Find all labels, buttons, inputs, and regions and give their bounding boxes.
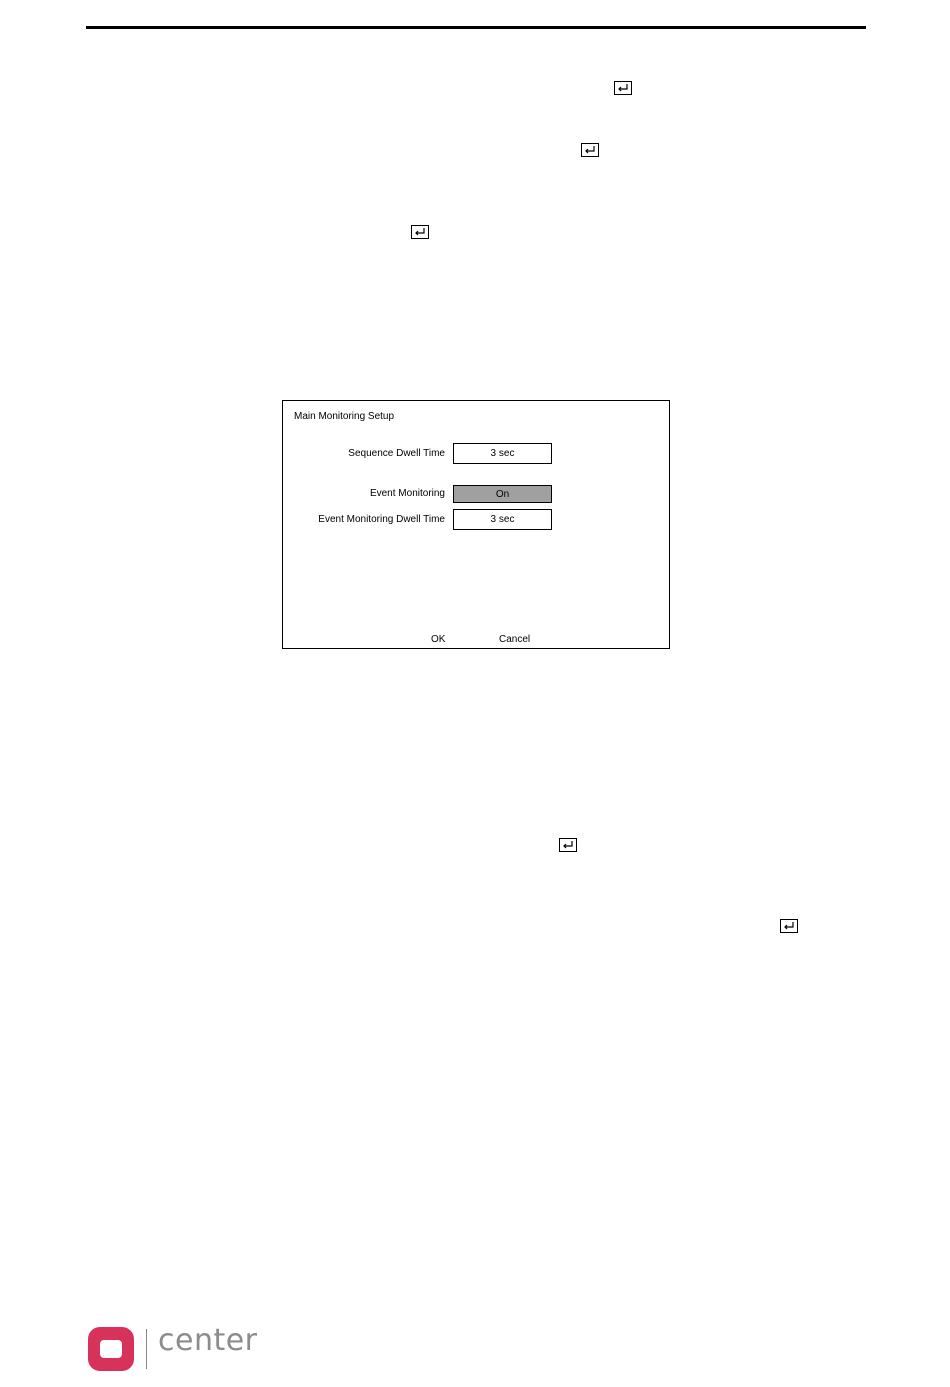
dialog-title: Main Monitoring Setup (294, 411, 395, 422)
enter-key-icon (559, 838, 577, 852)
brand-logo (88, 1323, 268, 1373)
logo-divider (146, 1329, 147, 1369)
page-header-rule (86, 26, 866, 29)
sequence-dwell-time-label: Sequence Dwell Time (348, 448, 445, 459)
event-monitoring-field[interactable]: On (453, 485, 552, 503)
cancel-button[interactable]: Cancel (499, 634, 531, 645)
enter-key-icon (411, 225, 429, 239)
event-monitoring-dwell-time-label: Event Monitoring Dwell Time (318, 514, 445, 525)
enter-key-icon (614, 81, 632, 95)
event-monitoring-label: Event Monitoring (369, 488, 445, 499)
ok-button[interactable]: OK (431, 634, 446, 645)
enter-key-icon (581, 143, 599, 157)
main-monitoring-setup-dialog (282, 400, 670, 649)
enter-key-icon (780, 919, 798, 933)
sequence-dwell-time-field[interactable]: 3 sec (453, 443, 552, 464)
logo-text: center (158, 1323, 258, 1358)
logo-mark-icon (88, 1327, 134, 1371)
event-monitoring-dwell-time-field[interactable]: 3 sec (453, 509, 552, 530)
